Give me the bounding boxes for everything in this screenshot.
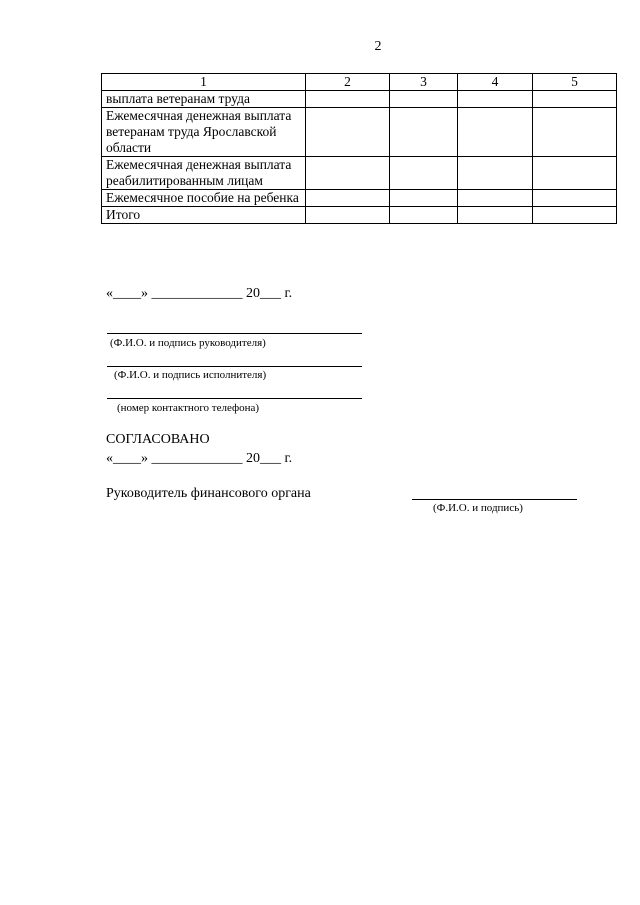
table-cell xyxy=(306,157,390,190)
table-cell xyxy=(458,207,533,224)
table-cell xyxy=(306,190,390,207)
row-label: Ежемесячное пособие на ребенка xyxy=(102,190,306,207)
column-header: 5 xyxy=(533,74,617,91)
column-header: 4 xyxy=(458,74,533,91)
financial-signature-caption: (Ф.И.О. и подпись) xyxy=(433,502,523,514)
table-cell xyxy=(390,108,458,157)
table-header-row xyxy=(102,74,617,91)
table-row-total xyxy=(102,207,617,224)
report-table xyxy=(101,73,617,224)
row-label: Ежемесячная денежная выплата реабилитированным лицам xyxy=(102,157,306,190)
column-header: 1 xyxy=(102,74,306,91)
column-header: 3 xyxy=(390,74,458,91)
row-label: выплата ветеранам труда xyxy=(102,91,306,108)
executor-signature-caption: (Ф.И.О. и подпись исполнителя) xyxy=(114,369,267,381)
table-cell xyxy=(306,207,390,224)
executor-signature-line xyxy=(107,366,362,367)
table-cell xyxy=(390,207,458,224)
table-row xyxy=(102,108,617,157)
financial-head-label: Руководитель финансового органа xyxy=(106,486,311,501)
phone-line xyxy=(107,398,362,399)
table-cell xyxy=(533,207,617,224)
phone-caption: (номер контактного телефона) xyxy=(117,402,260,414)
row-label: Ежемесячная денежная выплата ветеранам труда Ярославской области xyxy=(102,108,306,157)
table-cell xyxy=(458,108,533,157)
row-label: Итого xyxy=(102,207,306,224)
table-cell xyxy=(390,157,458,190)
table-row xyxy=(102,157,617,190)
table-cell xyxy=(458,190,533,207)
table-cell xyxy=(533,157,617,190)
table-row xyxy=(102,91,617,108)
table-cell xyxy=(458,91,533,108)
approved-title: СОГЛАСОВАНО xyxy=(106,432,210,447)
table-cell xyxy=(533,108,617,157)
table-cell xyxy=(306,108,390,157)
head-signature-caption: (Ф.И.О. и подпись руководителя) xyxy=(110,337,266,349)
date-line: «____» _____________ 20___ г. xyxy=(106,286,293,301)
table-cell xyxy=(306,91,390,108)
head-signature-line xyxy=(107,333,362,334)
table-cell xyxy=(533,91,617,108)
table-cell xyxy=(533,190,617,207)
financial-signature-line xyxy=(412,499,577,500)
table-cell xyxy=(390,91,458,108)
approved-date-line: «____» _____________ 20___ г. xyxy=(106,451,293,466)
table-cell xyxy=(458,157,533,190)
page-number: 2 xyxy=(374,39,382,54)
table-row xyxy=(102,190,617,207)
column-header: 2 xyxy=(306,74,390,91)
table-cell xyxy=(390,190,458,207)
